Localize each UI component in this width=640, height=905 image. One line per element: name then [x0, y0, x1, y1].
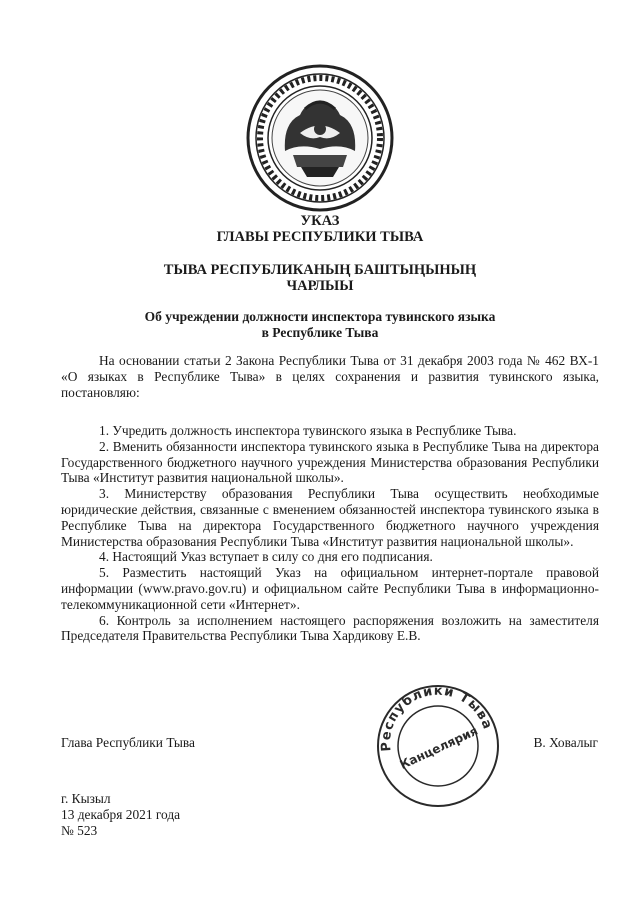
- list-item: 1. Учредить должность инспектора тувинского языка в Республике Тыва.: [99, 423, 517, 438]
- list-item: 4. Настоящий Указ вступает в силу со дня его подписания.: [99, 549, 433, 565]
- decree-title-tuvan-2: ЧАРЛЫЫ: [286, 278, 354, 294]
- stamp-inner-text: Канцелярия: [397, 723, 481, 772]
- city: г. Кызыл: [61, 791, 111, 806]
- coat-of-arms-icon: [245, 63, 395, 213]
- list-item: 6. Контроль за исполнением настоящего распоряжения возложить на заместителя Председателя Правительства Республики Тыва Хардикову Е.В.: [61, 612, 599, 644]
- intro-paragraph: На основании статьи 2 Закона Республики Тыва от 31 декабря 2003 года № 462 ВХ-1 «О языках в Республике Тыва» в целях сохранения и развития тувинского языка, постановляю:: [61, 353, 599, 400]
- subject-line-2: в Республике Тыва: [261, 325, 379, 340]
- document-footer: [61, 791, 180, 839]
- decree-title: УКАЗ: [300, 213, 340, 229]
- stamp-outer-text: Республики Тыва: [378, 683, 495, 752]
- subject-line-1: Об учреждении должности инспектора тувинского языка: [144, 309, 496, 324]
- signatory-name: В. Ховалыг: [533, 735, 598, 750]
- date: 13 декабря 2021 года: [61, 807, 181, 822]
- list-item: 5. Разместить настоящий Указ на официальном интернет-портале правовой информации (www.pravo.gov.ru) и официальном сайте Республики Тыва в информационно-телекоммуникационной сети «Интернет».: [61, 565, 599, 612]
- list-item: 2. Вменить обязанности инспектора тувинского языка в Республике Тыва на директора Государственного бюджетного научного учреждения Министерства образования Республики Тыва «Институт развития национальной школы».: [61, 438, 599, 486]
- decree-title-tuvan: ТЫВА РЕСПУБЛИКАНЫҢ БАШТЫҢЫНЫҢ: [163, 262, 477, 278]
- list-item: 3. Министерству образования Республики Тыва осуществить необходимые юридические действия, связанные с вменением обязанностей инспектора тувинского языка в Республике Тыва на директора Государственного бюджетного научного учреждения Министерства образования Республики Тыва «Институт развития национальной школы».: [61, 486, 599, 549]
- decree-authority: ГЛАВЫ РЕСПУБЛИКИ ТЫВА: [216, 229, 424, 245]
- decree-items: [61, 423, 599, 644]
- official-stamp: [374, 682, 502, 810]
- signatory-position: Глава Республики Тыва: [61, 735, 195, 750]
- document-number: № 523: [61, 823, 98, 838]
